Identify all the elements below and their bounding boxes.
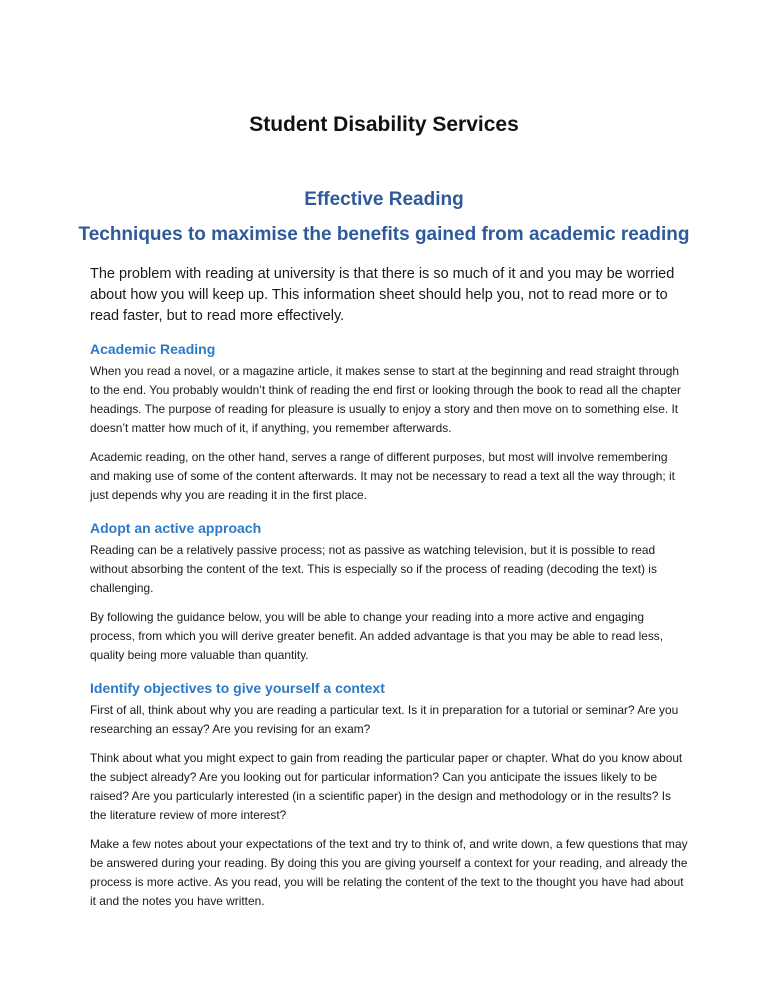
section-heading: Identify objectives to give yourself a context [90,680,385,696]
section-paragraph: First of all, think about why you are reading a particular text. Is it in preparation for a tutorial or seminar? Are you researching an essay? Are you revising for an exam? [90,703,679,736]
section-paragraph: Reading can be a relatively passive process; not as passive as watching television, but it is possible to read without absorbing the content of the text. This is especially so if the process of reading (decoding the text) is challenging. [90,543,657,595]
section-academic-reading [90,340,690,505]
section-active-approach [90,519,690,665]
section-paragraph: Academic reading, on the other hand, serves a range of different purposes, but most will involve remembering and making use of some of the content afterwards. It may not be necessary to read a text all the way through; it just depends why you are reading it in the first place. [90,450,675,502]
section-paragraph: By following the guidance below, you will be able to change your reading into a more active and engaging process, from which you will derive greater benefit. An added advantage is that you may be able to read less, quality being more valuable than quantity. [90,610,664,662]
document-tagline: Techniques to maximise the benefits gained from academic reading [78,224,690,245]
section-paragraph: Think about what you might expect to gain from reading the particular paper or chapter. What do you know about the subject already? Are you looking out for particular information? Can you anticipate the issues likely to be raised? Are you particularly interested (in a scientific paper) in the design and methodology or in the results? Is the literature review of more interest? [90,751,683,822]
section-heading: Adopt an active approach [90,520,262,536]
page-title: Student Disability Services [249,113,519,136]
document-subtitle: Effective Reading [304,189,464,210]
section-identify-objectives [90,679,690,911]
intro-paragraph: The problem with reading at university is that there is so much of it and you may be worried about how you will keep up. This information sheet should help you, not to read more or to read faster, but to read more effectively. [90,266,675,324]
section-paragraph: When you read a novel, or a magazine article, it makes sense to start at the beginning and read straight through to the end. You probably wouldn’t think of reading the end first or looking through the book to read all the chapter headings. The purpose of reading for pleasure is usually to enjoy a story and then move on to something else. It doesn’t matter how much of it, if anything, you remember afterwards. [90,364,681,435]
section-paragraph: Make a few notes about your expectations of the text and try to think of, and write down, a few questions that may be answered during your reading. By doing this you are giving yourself a context for your reading, and already the process is more active. As you read, you will be relating the content of the text to the thought you have had about it and the notes you have written. [90,837,688,908]
document-body [90,264,690,921]
section-heading: Academic Reading [90,341,216,357]
